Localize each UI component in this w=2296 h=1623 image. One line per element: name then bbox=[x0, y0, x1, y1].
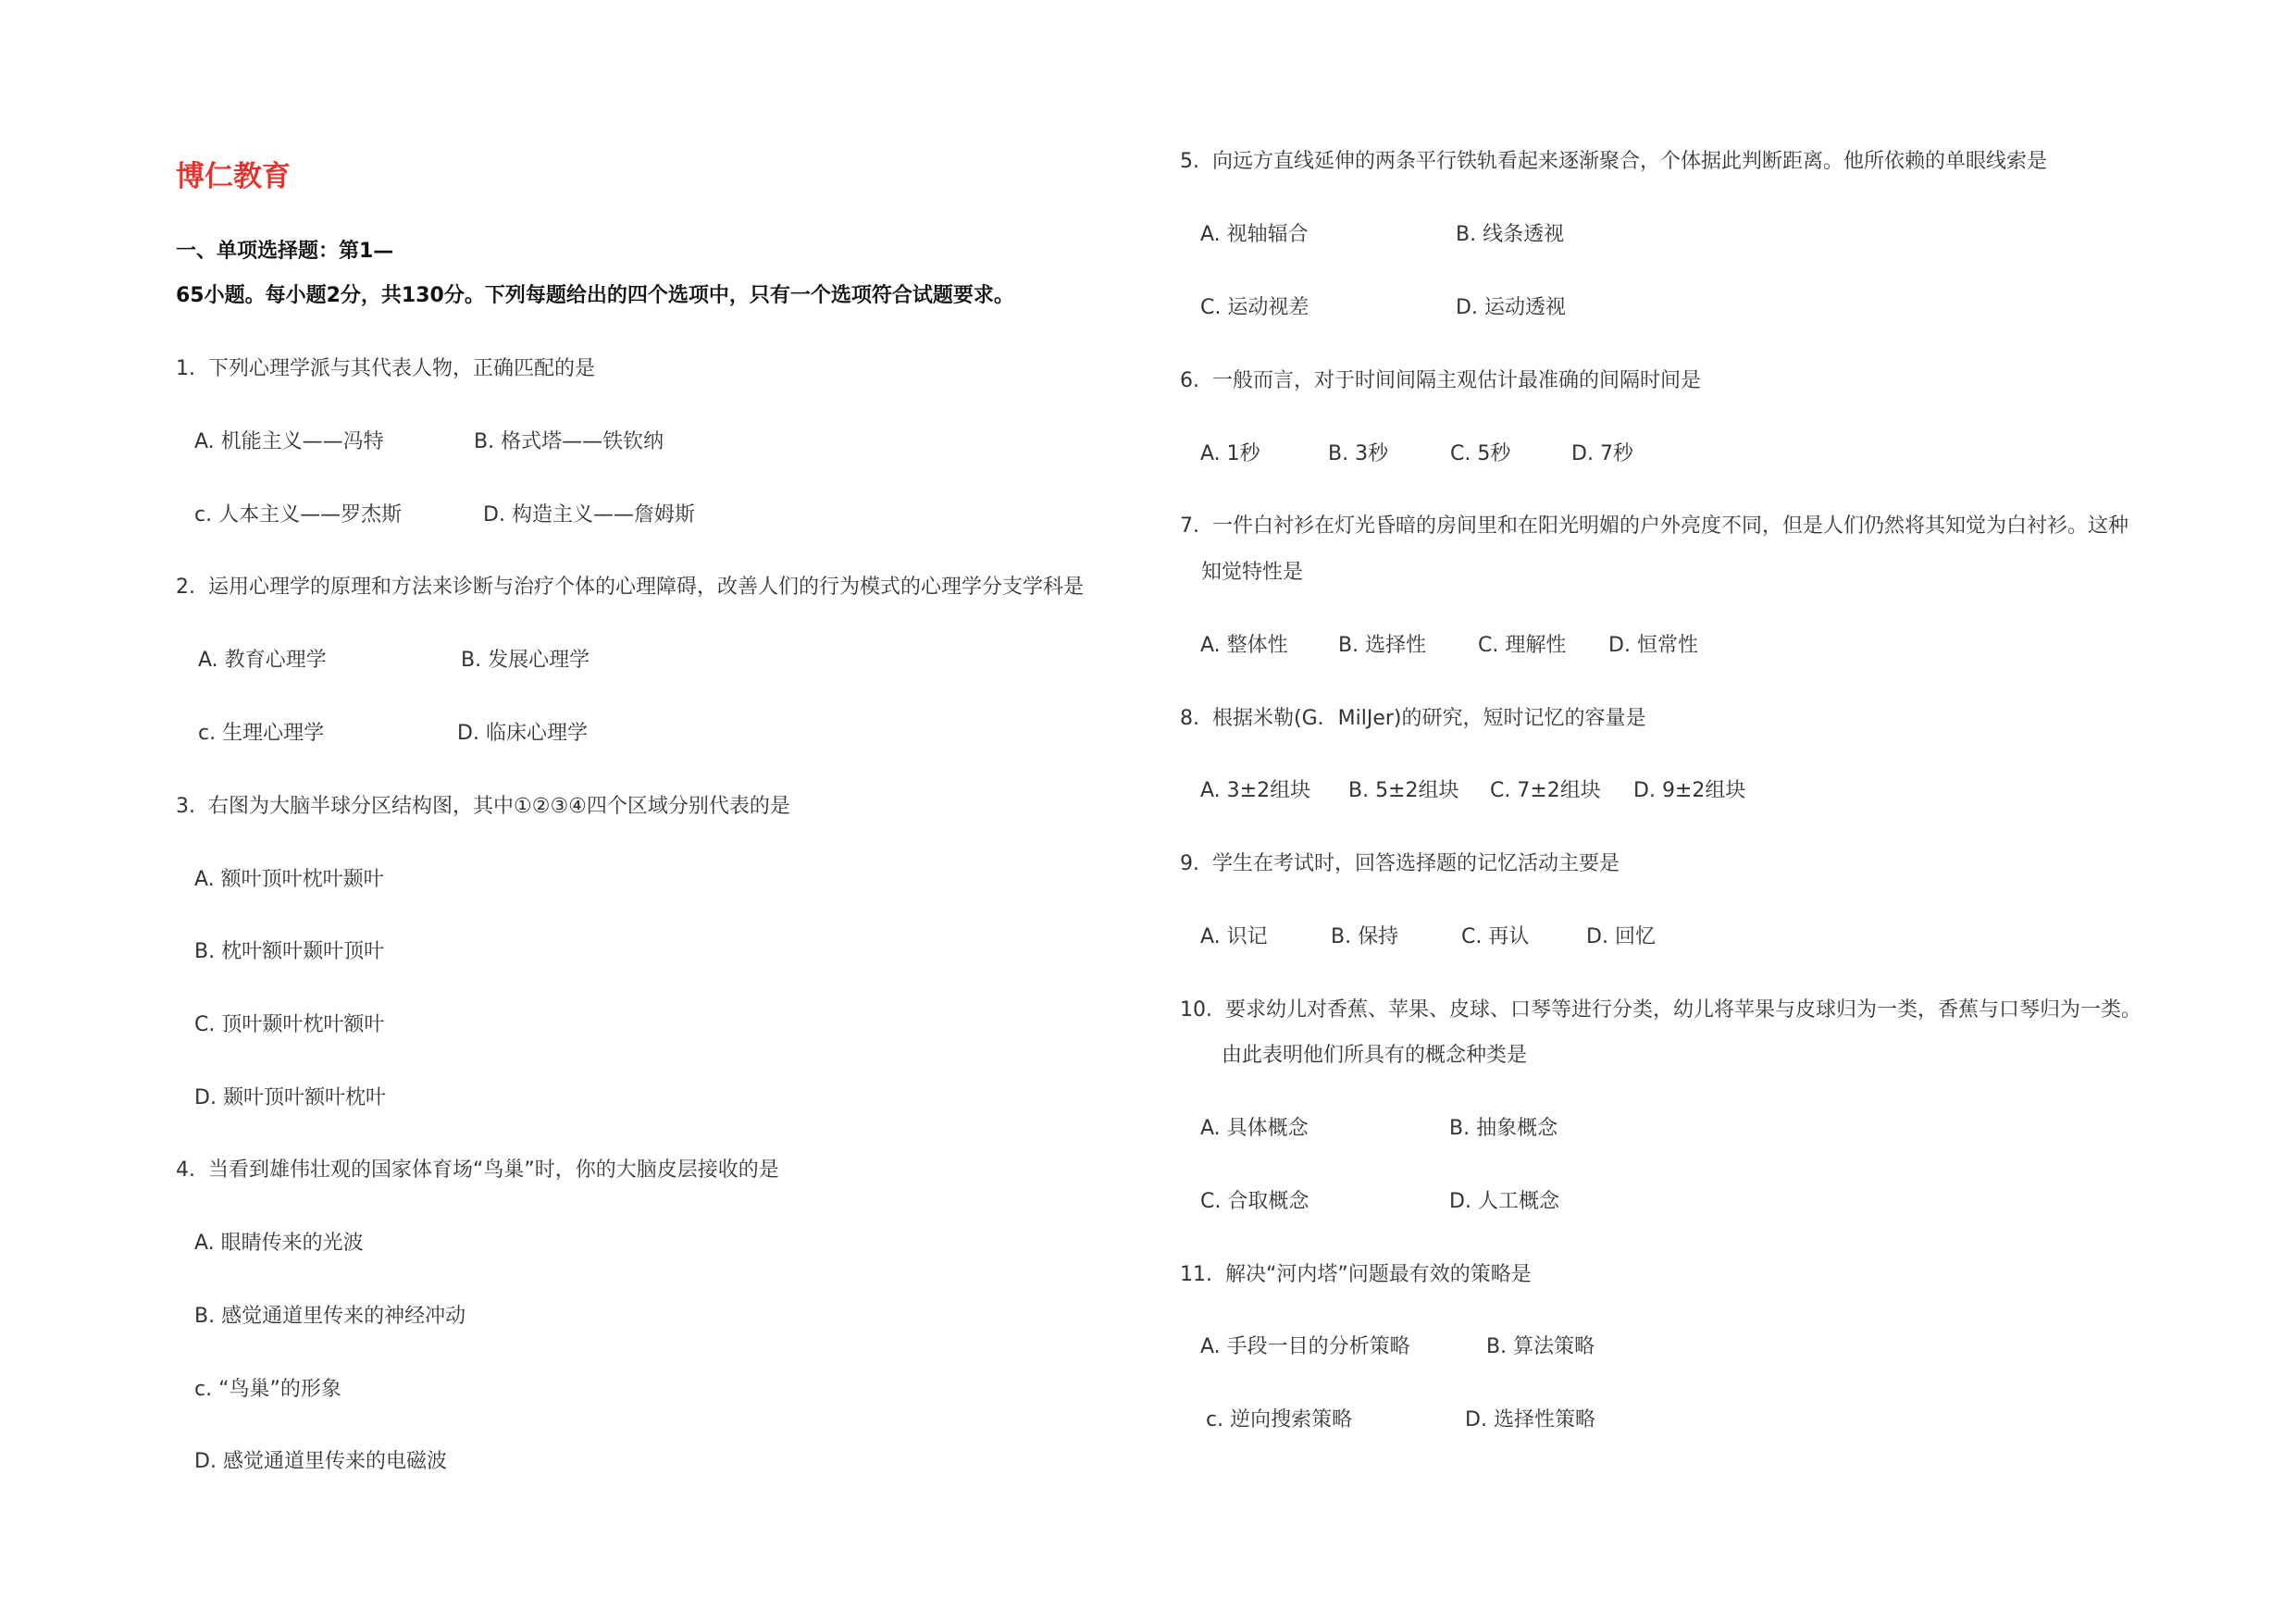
question-7-stem-continued: 知觉特性是 bbox=[1201, 561, 1304, 584]
question-text: 解决“河内塔”问题最有效的策略是 bbox=[1225, 1263, 1532, 1286]
option-c: c. 逆向搜索策略 bbox=[1206, 1408, 1353, 1431]
question-text: 右图为大脑半球分区结构图，其中①②③④四个区域分别代表的是 bbox=[208, 795, 790, 818]
option-b: B. 算法策略 bbox=[1486, 1335, 1595, 1358]
option-b: B. 枕叶额叶颞叶顶叶 bbox=[194, 940, 385, 963]
option-a: A. 眼睛传来的光波 bbox=[194, 1232, 364, 1255]
option-a: A. 识记 bbox=[1200, 925, 1268, 948]
option-c: C. 5秒 bbox=[1450, 442, 1511, 465]
option-c: C. 7±2组块 bbox=[1490, 779, 1601, 802]
question-5-stem bbox=[1180, 148, 2047, 176]
question-number: 5. bbox=[1180, 150, 1199, 173]
option-b: B. 发展心理学 bbox=[461, 649, 590, 672]
question-8-stem bbox=[1180, 705, 1646, 733]
option-c: C. 运动视差 bbox=[1200, 296, 1309, 319]
option-c: c. 人本主义——罗杰斯 bbox=[194, 503, 403, 527]
option-a: A. 教育心理学 bbox=[198, 649, 327, 672]
question-number: 4. bbox=[176, 1158, 195, 1182]
option-d: D. 9±2组块 bbox=[1633, 779, 1746, 802]
question-number: 6. bbox=[1180, 369, 1199, 392]
option-b: B. 保持 bbox=[1331, 925, 1399, 948]
option-d: D. 运动透视 bbox=[1456, 296, 1566, 319]
question-text: 根据米勒(G．MilJer)的研究，短时记忆的容量是 bbox=[1212, 707, 1646, 730]
question-4-stem bbox=[176, 1157, 779, 1184]
question-number: 9. bbox=[1180, 852, 1199, 875]
option-c: C. 再认 bbox=[1461, 925, 1530, 948]
question-number: 8. bbox=[1180, 707, 1199, 730]
option-d: D. 选择性策略 bbox=[1465, 1408, 1595, 1431]
option-b: B. 抽象概念 bbox=[1449, 1117, 1558, 1140]
question-text: 运用心理学的原理和方法来诊断与治疗个体的心理障碍，改善人们的行为模式的心理学分支学科是 bbox=[208, 576, 1085, 599]
option-d: D. 临床心理学 bbox=[457, 722, 588, 745]
option-d: D. 人工概念 bbox=[1449, 1190, 1559, 1213]
question-3-stem bbox=[176, 793, 790, 821]
question-text: 学生在考试时，回答选择题的记忆活动主要是 bbox=[1212, 852, 1620, 875]
question-text: 下列心理学派与其代表人物，正确匹配的是 bbox=[208, 357, 596, 380]
option-d: D. 7秒 bbox=[1571, 442, 1633, 465]
question-11-stem bbox=[1180, 1261, 1532, 1289]
question-text: 向远方直线延伸的两条平行铁轨看起来逐渐聚合，个体据此判断距离。他所依赖的单眼线索是 bbox=[1212, 150, 2048, 173]
question-10-stem-continued: 由此表明他们所具有的概念种类是 bbox=[1222, 1044, 1528, 1067]
option-a: A. 整体性 bbox=[1200, 634, 1288, 657]
question-2-stem bbox=[176, 574, 1084, 601]
question-text: 要求幼儿对香蕉、苹果、皮球、口琴等进行分类，幼儿将苹果与皮球归为一类，香蕉与口琴归为一类。 bbox=[1225, 998, 2142, 1022]
option-b: B. 感觉通道里传来的神经冲动 bbox=[194, 1305, 466, 1328]
question-text: 一件白衬衫在灯光昏暗的房间里和在阳光明媚的户外亮度不同，但是人们仍然将其知觉为白衬衫。这种 bbox=[1212, 514, 2129, 538]
option-a: A. 手段一目的分析策略 bbox=[1200, 1335, 1410, 1358]
option-c: C. 理解性 bbox=[1478, 634, 1567, 657]
option-a: A. 1秒 bbox=[1200, 442, 1260, 465]
option-b: B. 5±2组块 bbox=[1348, 779, 1459, 802]
question-10-stem bbox=[1180, 997, 2141, 1024]
brand-title: 博仁教育 bbox=[176, 160, 291, 193]
question-number: 3. bbox=[176, 795, 195, 818]
option-b: B. 3秒 bbox=[1328, 442, 1389, 465]
option-d: D. 颞叶顶叶额叶枕叶 bbox=[194, 1086, 386, 1109]
option-a: A. 额叶顶叶枕叶颞叶 bbox=[194, 868, 384, 891]
question-6-stem bbox=[1180, 367, 1701, 395]
option-d: D. 感觉通道里传来的电磁波 bbox=[194, 1450, 447, 1473]
option-a: A. 具体概念 bbox=[1200, 1117, 1309, 1140]
question-9-stem bbox=[1180, 850, 1620, 878]
question-text: 当看到雄伟壮观的国家体育场“鸟巢”时，你的大脑皮层接收的是 bbox=[208, 1158, 779, 1182]
option-d: D. 回忆 bbox=[1586, 925, 1656, 948]
option-c: C. 合取概念 bbox=[1200, 1190, 1309, 1213]
option-d: D. 构造主义——詹姆斯 bbox=[483, 503, 695, 527]
option-d: D. 恒常性 bbox=[1608, 634, 1698, 657]
option-a: A. 3±2组块 bbox=[1200, 779, 1311, 802]
question-number: 7. bbox=[1180, 514, 1199, 538]
question-1-stem bbox=[176, 355, 595, 383]
option-a: A. 视轴辐合 bbox=[1200, 223, 1309, 246]
section-heading-line1: 一、单项选择题：第1— bbox=[176, 240, 394, 263]
question-number: 10. bbox=[1180, 998, 1212, 1022]
option-c: c. “鸟巢”的形象 bbox=[194, 1378, 341, 1401]
question-number: 1. bbox=[176, 357, 195, 380]
question-number: 2. bbox=[176, 576, 195, 599]
option-b: B. 线条透视 bbox=[1456, 223, 1565, 246]
question-7-stem bbox=[1180, 513, 2128, 540]
section-heading-line2: 65小题。每小题2分，共130分。下列每题给出的四个选项中，只有一个选项符合试题要求。 bbox=[176, 284, 1014, 307]
option-b: B. 选择性 bbox=[1338, 634, 1427, 657]
question-number: 11. bbox=[1180, 1263, 1212, 1286]
option-c: c. 生理心理学 bbox=[198, 722, 325, 745]
option-b: B. 格式塔——铁钦纳 bbox=[474, 430, 664, 453]
option-a: A. 机能主义——冯特 bbox=[194, 430, 384, 453]
option-c: C. 顶叶颞叶枕叶额叶 bbox=[194, 1013, 385, 1036]
question-text: 一般而言，对于时间间隔主观估计最准确的间隔时间是 bbox=[1212, 369, 1702, 392]
